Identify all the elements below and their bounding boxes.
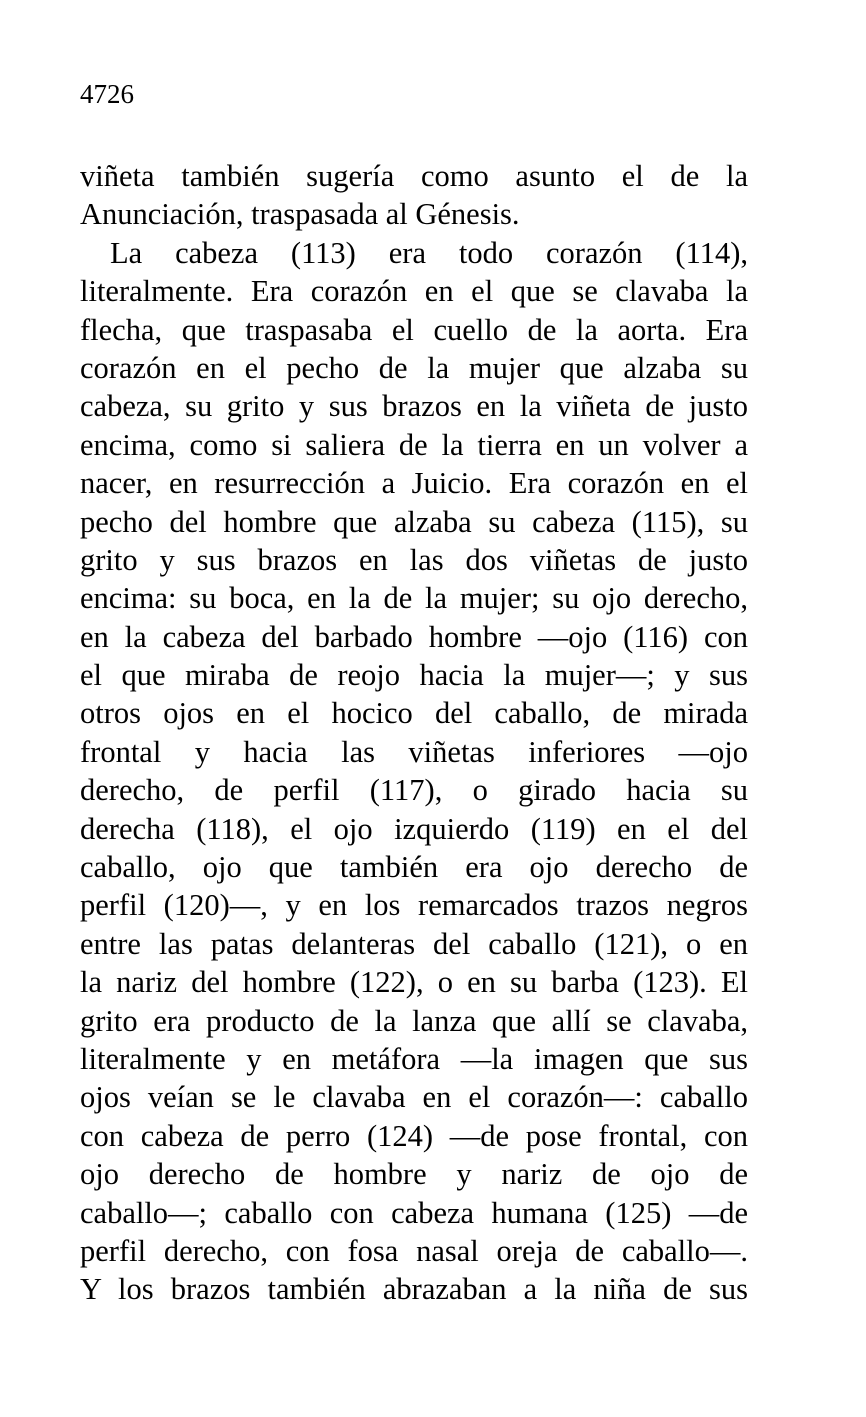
text-line: ojos veían se le clavaba en el corazón—: caballo (80, 1080, 748, 1115)
text-line: viñeta también sugería como asunto el de la (80, 159, 748, 193)
text-line: con cabeza de perro (124) —de pose frontal, con (80, 1118, 748, 1153)
text-line: el que miraba de reojo hacia la mujer—; y sus (80, 658, 748, 693)
body-text (80, 157, 748, 1309)
text-line: flecha, que traspasaba el cuello de la aorta. Era (80, 312, 748, 347)
text-line: frontal y hacia las viñetas inferiores —ojo (80, 734, 748, 769)
text-line: derecho, de perfil (117), o girado hacia su (80, 773, 748, 808)
paragraph-first-line: La cabeza (113) era todo corazón (114), (110, 235, 748, 270)
text-line: entre las patas delanteras del caballo (121), o en (80, 926, 748, 961)
text-line: pecho del hombre que alzaba su cabeza (115), su (80, 504, 748, 539)
text-line: perfil derecho, con fosa nasal oreja de caballo—. (80, 1233, 748, 1268)
text-line: grito era producto de la lanza que allí se clavaba, (80, 1003, 748, 1038)
text-line: derecha (118), el ojo izquierdo (119) en el del (80, 811, 748, 846)
text-line: caballo, ojo que también era ojo derecho de (80, 850, 748, 885)
text-line: caballo—; caballo con cabeza humana (125) —de (80, 1195, 748, 1230)
text-line: otros ojos en el hocico del caballo, de mirada (80, 696, 748, 731)
text-line: literalmente. Era corazón en el que se clavaba la (80, 274, 748, 309)
text-line: cabeza, su grito y sus brazos en la viñeta de justo (80, 389, 748, 424)
text-line: corazón en el pecho de la mujer que alzaba su (80, 350, 748, 385)
page-number: 4726 (80, 79, 134, 109)
text-line: perfil (120)—, y en los remarcados trazos negros (80, 888, 748, 923)
text-line: grito y sus brazos en las dos viñetas de justo (80, 542, 748, 577)
text-line: encima: su boca, en la de la mujer; su ojo derecho, (80, 581, 748, 616)
text-line: Y los brazos también abrazaban a la niña de sus (80, 1272, 748, 1307)
text-line: Anunciación, traspasada al Génesis. (80, 197, 520, 232)
text-line: nacer, en resurrección a Juicio. Era corazón en el (80, 466, 748, 501)
text-line: literalmente y en metáfora —la imagen que sus (80, 1041, 748, 1076)
text-line: encima, como si saliera de la tierra en un volver a (80, 427, 748, 462)
text-line: la nariz del hombre (122), o en su barba (123). El (80, 965, 748, 1000)
text-line: en la cabeza del barbado hombre —ojo (116) con (80, 619, 748, 654)
text-line: ojo derecho de hombre y nariz de ojo de (80, 1157, 748, 1192)
